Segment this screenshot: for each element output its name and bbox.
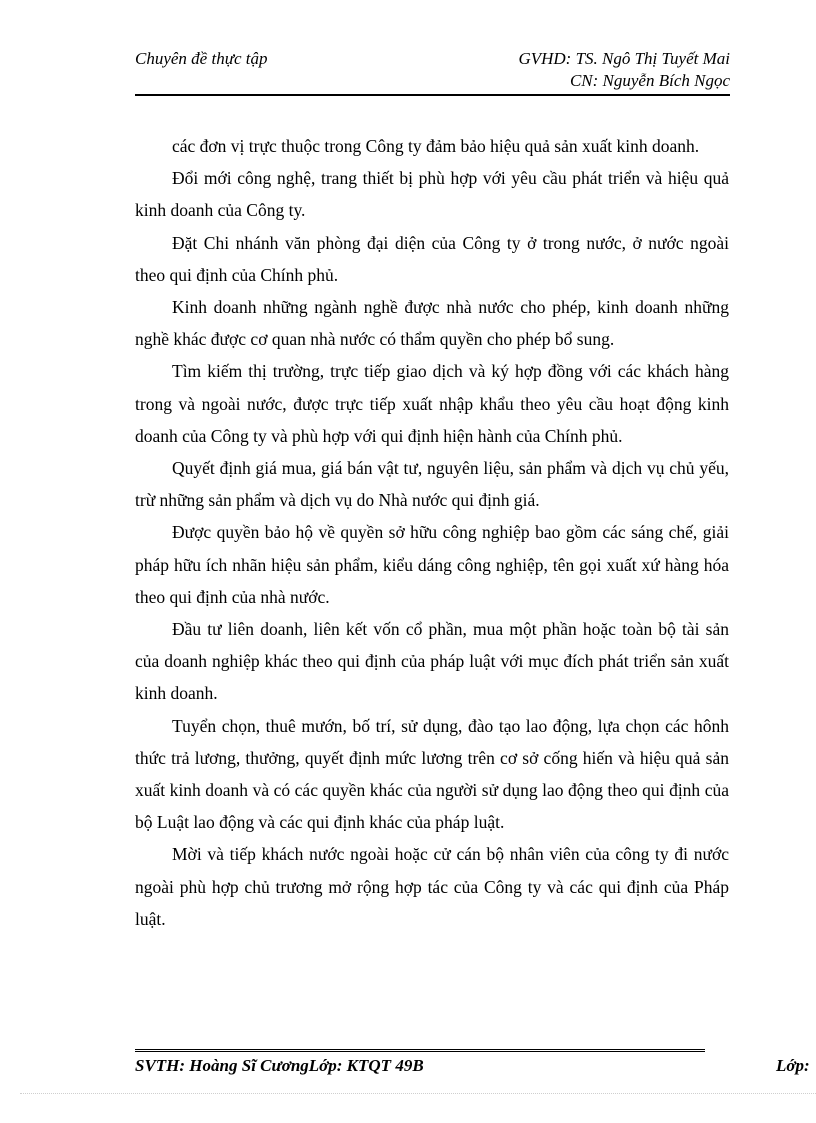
header-supervisors [518,48,730,92]
paragraph: các đơn vị trực thuộc trong Công ty đảm bảo hiệu quả sản xuất kinh doanh. [172,136,700,156]
footer-divider [135,1049,705,1052]
paragraph: Tuyển chọn, thuê mướn, bố trí, sử dụng, đào tạo lao động, lựa chọn các hônh thức trả lương, thưởng, quyết định mức lương trên cơ sở cống hiến và hiệu quả sản xuất kinh doanh và có các quyền khác của người sử dụng lao động theo qui định của bộ Luật lao động và các qui định khác của pháp luật. [135,715,729,833]
document-body [135,130,729,935]
page-bottom-dotted-line [20,1093,816,1094]
paragraph: Tìm kiếm thị trường, trực tiếp giao dịch và ký hợp đồng với các khách hàng trong và ngoài nước, được trực tiếp xuất nhập khẩu theo yêu cầu hoạt động kinh doanh của Công ty và phù hợp với qui định hiện hành của Chính phủ. [135,361,729,446]
header-supervisor-teacher: GVHD: TS. Ngô Thị Tuyết Mai [518,49,730,68]
paragraph: Đầu tư liên doanh, liên kết vốn cổ phần, mua một phần hoặc toàn bộ tài sản của doanh nghiệp khác theo qui định của pháp luật với mục đích phát triển sản xuất kinh doanh. [135,619,729,704]
paragraph: Kinh doanh những ngành nghề được nhà nước cho phép, kinh doanh những nghề khác được cơ quan nhà nước có thẩm quyền cho phép bổ sung. [135,297,729,350]
paragraph: Quyết định giá mua, giá bán vật tư, nguyên liệu, sản phẩm và dịch vụ chủ yếu, trừ những sản phẩm và dịch vụ do Nhà nước qui định giá. [135,458,729,511]
footer-student-info: SVTH: Hoàng Sĩ CươngLớp: KTQT 49B [135,1056,424,1075]
header-divider [135,94,730,96]
header-course-title: Chuyên đề thực tập [135,49,268,68]
paragraph: Mời và tiếp khách nước ngoài hoặc cử cán bộ nhân viên của công ty đi nước ngoài phù hợp chủ trương mở rộng hợp tác của Công ty và các qui định của Pháp luật. [135,844,729,929]
paragraph: Đổi mới công nghệ, trang thiết bị phù hợp với yêu cầu phát triển và hiệu quả kinh doanh của Công ty. [135,168,729,221]
paragraph: Được quyền bảo hộ về quyền sở hữu công nghiệp bao gồm các sáng chế, giải pháp hữu ích nhãn hiệu sản phẩm, kiểu dáng công nghiệp, tên gọi xuất xứ hàng hóa theo qui định của nhà nước. [135,522,729,607]
footer-class-label: Lớp: [776,1056,810,1075]
paragraph: Đặt Chi nhánh văn phòng đại diện của Công ty ở trong nước, ở nước ngoài theo qui định của Chính phủ. [135,232,729,285]
header-supervisor-mentor: CN: Nguyễn Bích Ngọc [569,71,730,90]
